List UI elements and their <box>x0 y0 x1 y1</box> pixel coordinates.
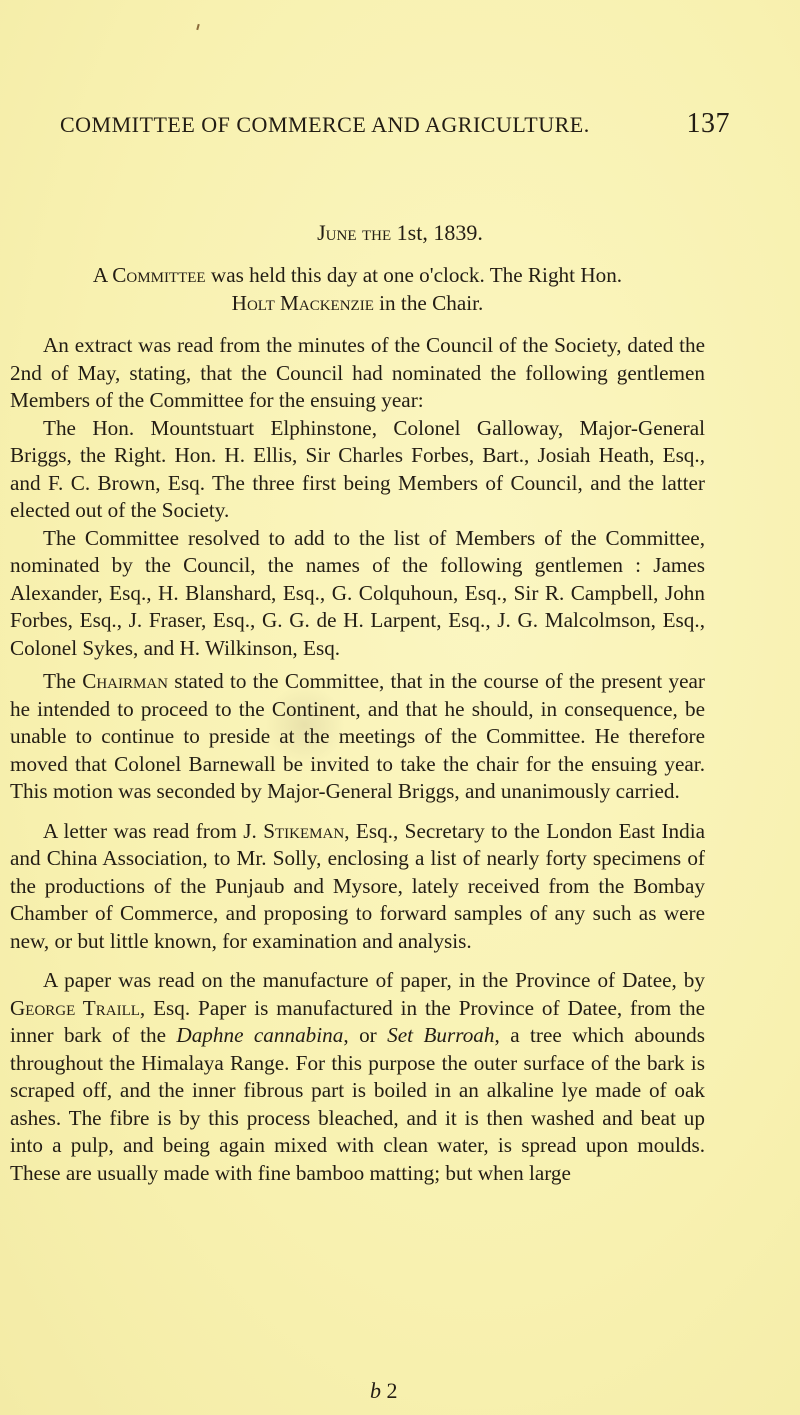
committee-label: A Committee <box>92 263 206 287</box>
species-name: Daphne cannabina <box>176 1023 344 1047</box>
paragraph-members: The Hon. Mountstuart Elphinstone, Colonel Galloway, Major-General Briggs, the Right. Hon. H. Ellis, Sir Charles Forbes, Bart., Josiah Heath, Esq., and F. C. Brown, Esq. The three first being Members of Council, and the latter elected out of the Society. <box>10 415 705 522</box>
paragraph-paper <box>10 967 705 1187</box>
chair-name: Holt Mackenzie <box>231 290 374 315</box>
running-head-title: COMMITTEE OF COMMERCE AND AGRICULTURE. <box>60 112 590 137</box>
page-number: 137 <box>686 108 730 139</box>
paragraph-letter <box>10 818 705 956</box>
signature-mark <box>370 1378 398 1404</box>
paragraph-additional-members: The Committee resolved to add to the list of Members of the Committee, nominated by the Council, the names of the following gentlemen : James Alexander, Esq., H. Blanshard, Esq., G. Colquhoun, Esq., Sir R. Campbell, John Forbes, Esq., J. Fraser, Esq., G. G. de H. Larpent, Esq., J. G. Malcolmson, Esq., Colonel Sykes, and H. Wilkinson, Esq. <box>10 525 705 660</box>
running-head <box>60 108 730 140</box>
chairman-label: Chairman <box>82 669 169 693</box>
chair-text: in the Chair. <box>373 290 484 315</box>
date-heading <box>0 220 800 246</box>
stikeman-name: Stikeman <box>263 818 345 843</box>
text: A letter was read from J. <box>43 818 264 843</box>
paragraph-extract: An extract was read from the minutes of the Council of the Society, dated the 2nd of May, stating, that the Council had nominated the following gentlemen Members of the Committee for the ensuing year: <box>10 333 705 412</box>
traill-name: George Traill <box>10 995 140 1020</box>
text: stated to the Committee, that in the course of the present year he intended to proceed to the Continent, and that he should, in consequence, be unable to continue to preside at the meetings of the Committee. He therefore moved that Colonel Barnewall be invited to take the chair for the ensuing year. This motion was seconded by Major-General Briggs, and unanimously carried. <box>10 669 705 803</box>
meeting-text: was held this day at one o'clock. The Right Hon. <box>205 263 623 287</box>
text: , Esq., Secretary to the London East India and China Association, to Mr. Solly, enclosing a list of nearly forty specimens of the productions of the Punjaub and Mysore, lately received from the Bombay Chamber of Commerce, and proposing to forward samples of any such as were new, or but little known, for examination and analysis. <box>10 818 705 953</box>
local-name: Set Burroah <box>387 1023 495 1047</box>
signature-letter: b <box>370 1378 381 1403</box>
date-value: 1st, 1839. <box>396 220 483 245</box>
paragraph-chairman <box>10 668 705 806</box>
text: A paper was read on the manufacture of paper, in the Province of Datee, by <box>43 968 705 992</box>
text: , a tree which abounds throughout the Himalaya Range. For this purpose the outer surface of the bark is scraped off, and the inner fibrous part is boiled in an alkaline lye made of oak ashes. The fibre is by this process bleached, and it is then washed and beat up into a pulp, and being again mixed with clean water, is spread upon moulds. These are usually made with fine bamboo matting; but when large <box>10 1023 706 1185</box>
meeting-paragraph <box>10 262 705 317</box>
paper-speck <box>196 24 199 30</box>
text: The <box>43 669 83 693</box>
text: , or <box>343 1023 388 1047</box>
signature-number: 2 <box>381 1378 398 1403</box>
date-prefix: June the <box>317 220 392 245</box>
text: , Esq. Paper is manufactured in the Province of Datee, from the inner bark of the <box>10 995 706 1047</box>
body-text <box>10 332 705 1187</box>
